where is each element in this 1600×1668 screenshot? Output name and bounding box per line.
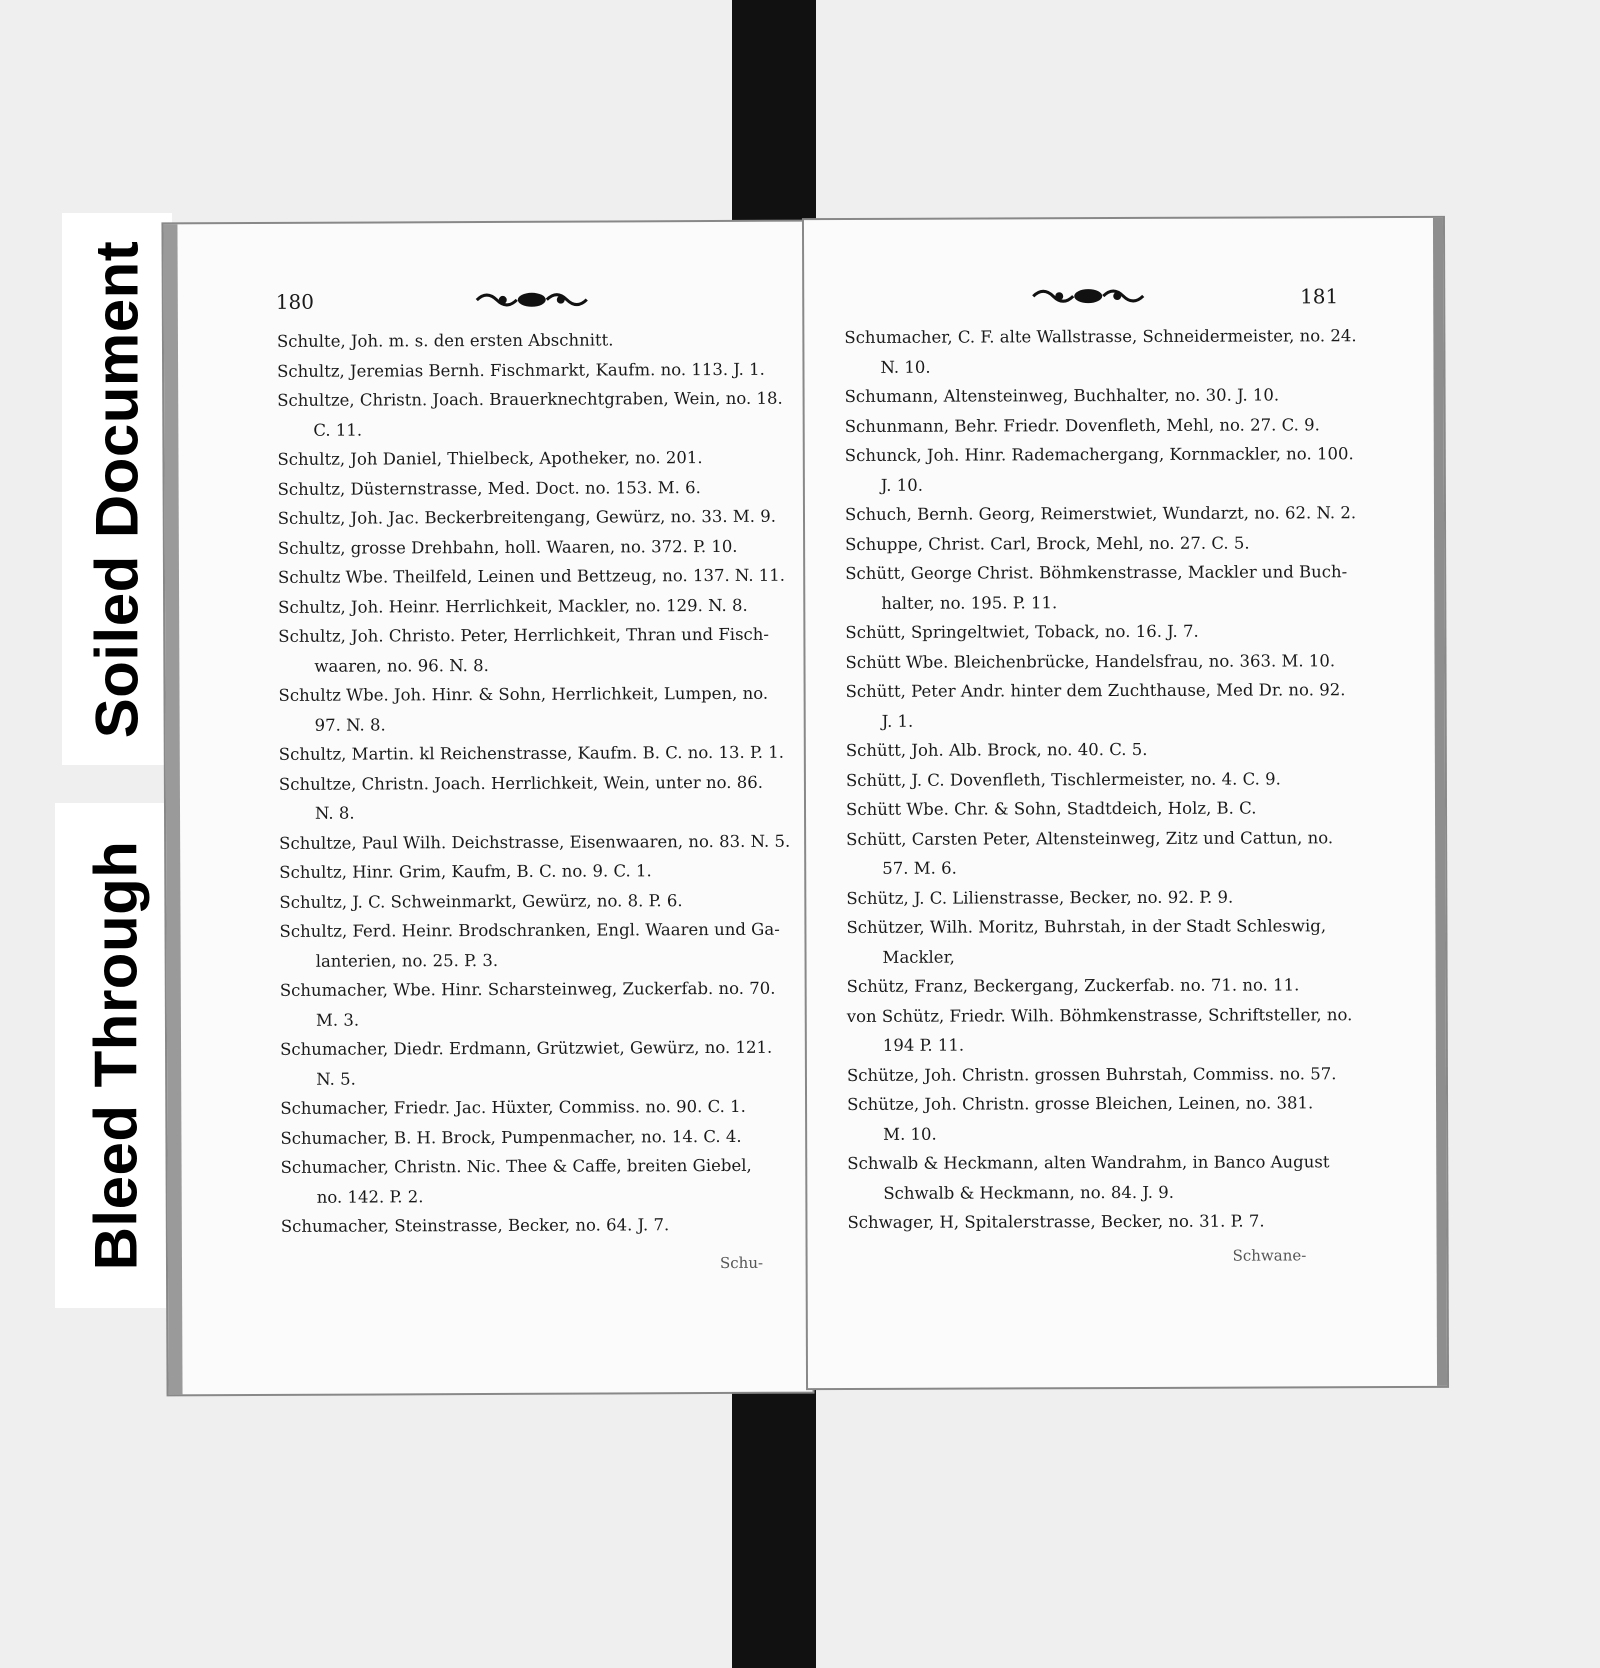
- entry-line: Schultz, Hinr. Grim, Kaufm, B. C. no. 9. C. 1.: [279, 861, 652, 882]
- directory-entry: [280, 1092, 780, 1124]
- directory-entry: [847, 1206, 1327, 1237]
- ornament-icon: [473, 287, 591, 314]
- entry-line: Schultz, Joh Daniel, Thielbeck, Apotheker, no. 201.: [277, 448, 703, 469]
- directory-entry: [281, 1210, 781, 1242]
- directory-entry: [278, 738, 785, 770]
- entry-line: Schütt, Joh. Alb. Brock, no. 40. C. 5.: [845, 739, 1148, 760]
- bleed-through-text: Bleed Through: [82, 840, 150, 1271]
- directory-entry: [845, 675, 1346, 736]
- entry-line: Schultze, Christn. Joach. Brauerknechtgraben, Wein, no. 18.: [277, 388, 783, 410]
- right-entries: [844, 321, 1357, 1237]
- right-page: [804, 218, 1447, 1388]
- directory-entry: [279, 767, 779, 828]
- directory-entry: [278, 472, 778, 504]
- directory-entry: [846, 764, 1326, 795]
- entry-line: Schultze, Christn. Joach. Herrlichkeit, Wein, unter no. 86.: [278, 772, 764, 794]
- entry-continuation: lanterien, no. 25. P. 3.: [315, 950, 499, 971]
- page-number: 181: [1300, 284, 1339, 309]
- bleed-through-label: [55, 803, 177, 1308]
- left-page: [163, 222, 812, 1395]
- entry-line: Schütt Wbe. Chr. & Sohn, Stadtdeich, Holz, B. C.: [845, 798, 1257, 819]
- entry-line: Schütt, Carsten Peter, Altensteinweg, Zitz und Cattun, no.: [846, 827, 1334, 849]
- directory-entry: [846, 734, 1326, 765]
- directory-entry: [281, 1151, 781, 1212]
- directory-entry: [845, 410, 1325, 441]
- entry-line: Schütt, Peter Andr. hinter dem Zuchthause, Med Dr. no. 92.: [845, 680, 1346, 701]
- entry-line: Schütz, J. C. Lilienstrasse, Becker, no. 92. P. 9.: [846, 887, 1234, 908]
- entry-line: Schumacher, Friedr. Jac. Hüxter, Commiss. no. 90. C. 1.: [280, 1096, 746, 1118]
- entry-line: Schumacher, Wbe. Hinr. Scharsteinweg, Zuckerfab. no. 70.: [279, 978, 776, 1000]
- directory-entry: [277, 384, 783, 445]
- directory-entry: [845, 646, 1336, 677]
- directory-entry: [845, 380, 1325, 411]
- directory-entry: [279, 856, 779, 888]
- entry-line: Schumacher, B. H. Brock, Pumpenmacher, no. 14. C. 4.: [280, 1126, 742, 1148]
- entry-line: Schütt Wbe. Bleichenbrücke, Handelsfrau, no. 363. M. 10.: [845, 650, 1336, 672]
- directory-entry: [844, 321, 1357, 382]
- directory-entry: [846, 1059, 1337, 1090]
- directory-entry: [279, 885, 779, 917]
- entry-continuation: J. 1.: [881, 711, 914, 731]
- entry-line: Schumacher, Christn. Nic. Thee & Caffe, breiten Giebel,: [280, 1155, 752, 1177]
- page-number: 180: [275, 289, 315, 314]
- entry-line: Schultz Wbe. Theilfeld, Leinen und Bettzeug, no. 137. N. 11.: [277, 565, 786, 587]
- entry-line: Schultz, grosse Drehbahn, holl. Waaren, no. 372. P. 10.: [277, 536, 738, 558]
- directory-entry: [847, 970, 1327, 1001]
- entry-line: Schütze, Joh. Christn. grossen Buhrstah, Commiss. no. 57.: [846, 1063, 1337, 1085]
- entry-line: Schütt, J. C. Dovenfleth, Tischlermeister, no. 4. C. 9.: [845, 768, 1281, 790]
- entry-continuation: N. 8.: [314, 803, 355, 823]
- directory-entry: [280, 1033, 780, 1094]
- directory-entry: [279, 826, 791, 858]
- directory-entry: [847, 1147, 1330, 1208]
- entry-continuation: M. 3.: [315, 1010, 360, 1030]
- entry-line: Schultz, Martin. kl Reichenstrasse, Kaufm. B. C. no. 13. P. 1.: [278, 742, 785, 764]
- left-entries: [276, 325, 791, 1242]
- entry-continuation: halter, no. 195. P. 11.: [881, 592, 1058, 613]
- directory-entry: [278, 531, 778, 563]
- entry-line: Schultze, Paul Wilh. Deichstrasse, Eisenwaaren, no. 83. N. 5.: [279, 831, 791, 853]
- soiled-document-label: [62, 213, 172, 765]
- directory-entry: [280, 974, 780, 1035]
- entry-line: Schütz, Franz, Beckergang, Zuckerfab. no. 71. no. 11.: [846, 975, 1300, 996]
- entry-continuation: 57. M. 6.: [882, 858, 957, 878]
- directory-entry: [844, 439, 1354, 500]
- entry-line: Schultz, Joh. Christo. Peter, Herrlichkeit, Thran und Fisch-: [278, 624, 770, 646]
- directory-entry: [847, 1088, 1327, 1149]
- entry-continuation: C. 11.: [313, 420, 363, 440]
- directory-entry: [846, 823, 1334, 884]
- entry-continuation: M. 10.: [883, 1124, 937, 1144]
- entry-line: Schumacher, Steinstrasse, Becker, no. 64. J. 7.: [280, 1215, 670, 1236]
- directory-entry: [844, 498, 1357, 529]
- entry-line: Schwager, H, Spitalerstrasse, Becker, no. 31. P. 7.: [847, 1211, 1265, 1232]
- ornament-icon: [1029, 283, 1147, 309]
- entry-line: Schunmann, Behr. Friedr. Dovenfleth, Mehl, no. 27. C. 9.: [844, 414, 1320, 436]
- entry-line: Schultz, Joh. Jac. Beckerbreitengang, Gewürz, no. 33. M. 9.: [277, 506, 777, 528]
- entry-line: Schunck, Joh. Hinr. Rademachergang, Kornmackler, no. 100.: [844, 444, 1354, 465]
- entry-line: Schuch, Bernh. Georg, Reimerstwiet, Wundarzt, no. 62. N. 2.: [844, 503, 1357, 524]
- entry-continuation: waaren, no. 96. N. 8.: [314, 655, 489, 676]
- entry-continuation: no. 142. P. 2.: [316, 1186, 424, 1207]
- entry-continuation: N. 10.: [880, 357, 931, 377]
- entry-continuation: N. 5.: [316, 1069, 356, 1089]
- entry-line: Schütt, George Christ. Böhmkenstrasse, Mackler und Buch-: [845, 562, 1348, 583]
- entry-line: Schumacher, C. F. alte Wallstrasse, Schneidermeister, no. 24.: [844, 326, 1357, 347]
- entry-line: Schultz Wbe. Joh. Hinr. & Sohn, Herrlichkeit, Lumpen, no.: [278, 683, 769, 705]
- entry-line: Schultz, Düsternstrasse, Med. Doct. no. 153. M. 6.: [277, 477, 701, 499]
- directory-entry: [845, 557, 1348, 618]
- catchword: Schwane-: [1232, 1246, 1307, 1265]
- entry-continuation: J. 10.: [880, 475, 923, 495]
- entry-line: Schultz, Joh. Heinr. Herrlichkeit, Mackler, no. 129. N. 8.: [278, 595, 748, 617]
- directory-entry: [277, 325, 777, 357]
- entry-line: Schulte, Joh. m. s. den ersten Abschnitt.: [276, 330, 614, 351]
- entry-line: Schützer, Wilh. Moritz, Buhrstah, in der Stadt Schleswig,: [846, 916, 1327, 937]
- directory-entry: [278, 679, 778, 740]
- soiled-document-text: Soiled Document: [83, 240, 151, 738]
- directory-entry: [846, 882, 1326, 913]
- entry-line: Schultz, J. C. Schweinmarkt, Gewürz, no. 8. P. 6.: [279, 890, 683, 912]
- entry-line: Schumann, Altensteinweg, Buchhalter, no. 30. J. 10.: [844, 385, 1280, 406]
- entry-line: Schwalb & Heckmann, alten Wandrahm, in Banco August: [847, 1152, 1330, 1173]
- directory-entry: [845, 616, 1325, 647]
- entry-continuation: Schwalb & Heckmann, no. 84. J. 9.: [883, 1182, 1174, 1203]
- entry-continuation: Mackler,: [882, 947, 955, 967]
- directory-entry: [279, 915, 779, 976]
- directory-entry: [846, 911, 1326, 972]
- directory-entry: [845, 528, 1325, 559]
- entry-continuation: 194 P. 11.: [882, 1035, 965, 1055]
- catchword: Schu-: [719, 1253, 764, 1272]
- entry-line: Schuppe, Christ. Carl, Brock, Mehl, no. 27. C. 5.: [845, 533, 1250, 554]
- entry-line: Schumacher, Diedr. Erdmann, Grützwiet, Gewürz, no. 121.: [280, 1037, 773, 1059]
- entry-line: Schütt, Springeltwiet, Toback, no. 16. J. 7.: [845, 621, 1199, 642]
- directory-entry: [846, 793, 1326, 824]
- directory-entry: [280, 1121, 780, 1153]
- directory-entry: [278, 502, 778, 534]
- entry-line: von Schütz, Friedr. Wilh. Böhmkenstrasse, Schriftsteller, no.: [846, 1004, 1353, 1026]
- directory-entry: [277, 354, 777, 386]
- entry-line: Schultz, Ferd. Heinr. Brodschranken, Engl. Waaren und Ga-: [279, 919, 780, 941]
- directory-entry: [277, 561, 786, 593]
- directory-entry: [278, 590, 778, 622]
- directory-entry: [278, 620, 778, 681]
- entry-continuation: 97. N. 8.: [314, 714, 386, 735]
- directory-entry: [846, 1000, 1353, 1061]
- directory-entry: [277, 443, 777, 475]
- entry-line: Schütze, Joh. Christn. grosse Bleichen, Leinen, no. 381.: [847, 1093, 1314, 1114]
- entry-line: Schultz, Jeremias Bernh. Fischmarkt, Kaufm. no. 113. J. 1.: [277, 359, 765, 381]
